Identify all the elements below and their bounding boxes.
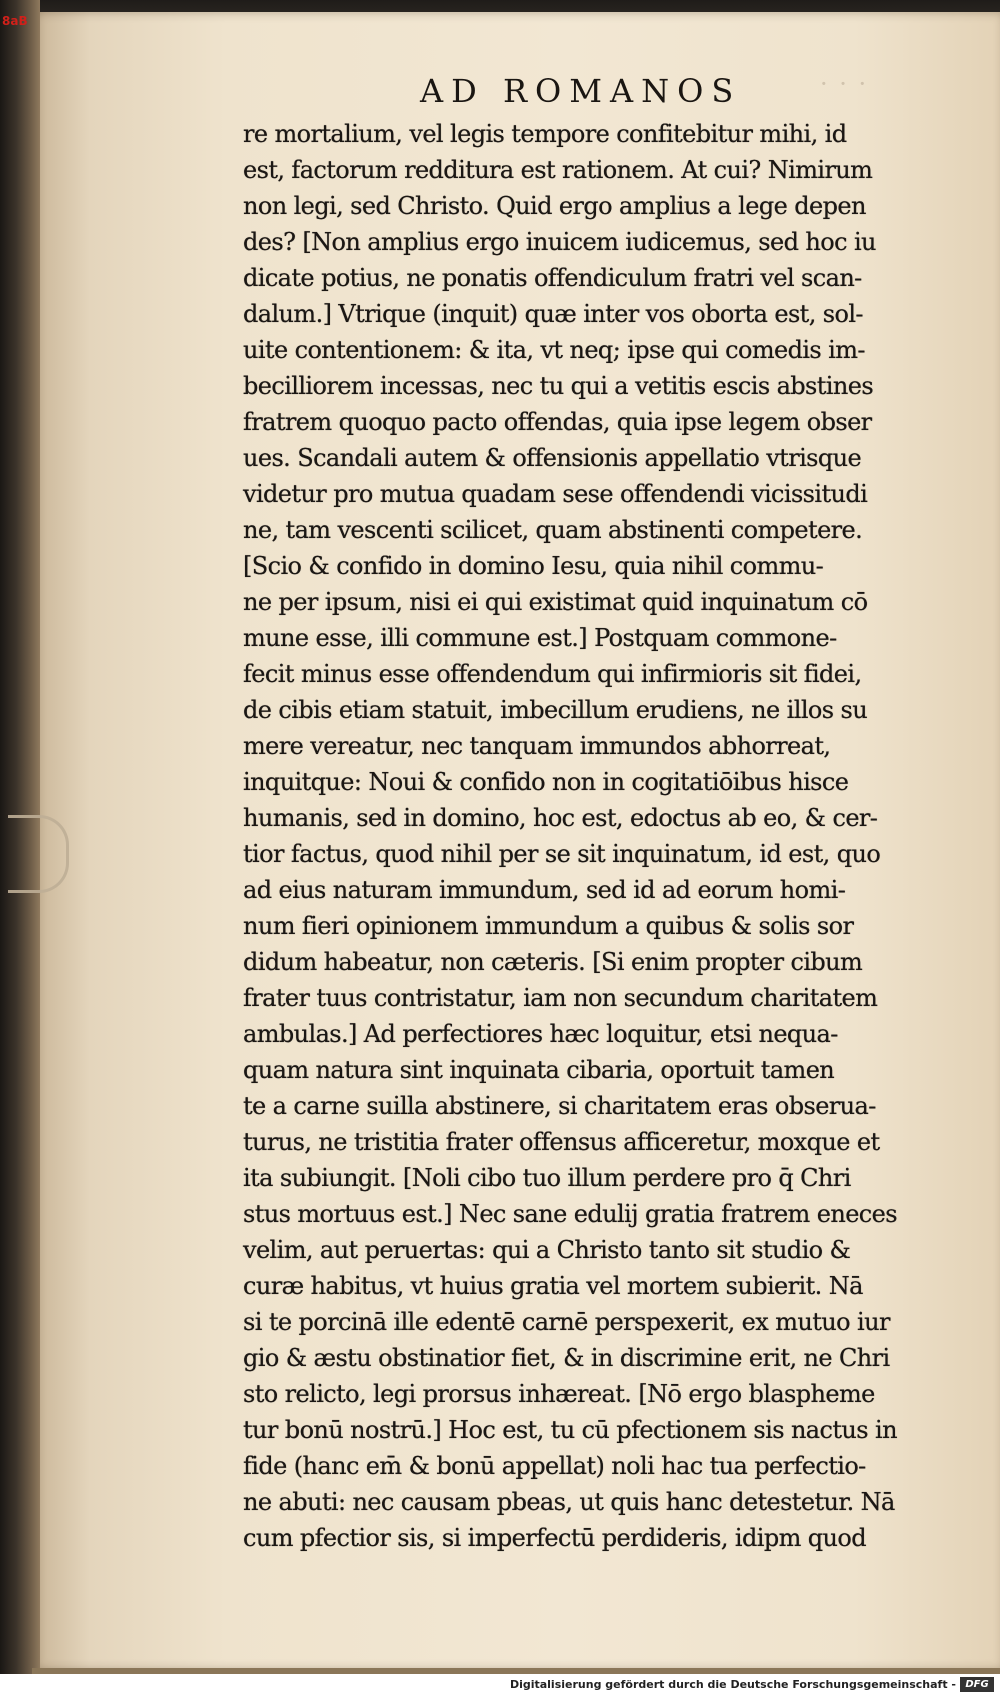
text-line: uite contentionem: & ita, vt neq; ipse qui comedis im- bbox=[243, 336, 865, 364]
text-line: ne per ipsum, nisi ei qui existimat quid inquinatum cō bbox=[243, 588, 868, 616]
sheet-signature-mark: 8aB bbox=[2, 14, 28, 28]
text-line: non legi, sed Christo. Quid ergo amplius a lege depen bbox=[243, 192, 866, 220]
text-line: ita subiungit. [Noli cibo tuo illum perdere pro q̄ Chri bbox=[243, 1164, 851, 1192]
text-line: te a carne suilla abstinere, si charitatem eras obserua- bbox=[243, 1092, 876, 1120]
text-line: quam natura sint inquinata cibaria, oportuit tamen bbox=[243, 1056, 835, 1084]
text-line: curæ habitus, vt huius gratia vel mortem subierit. Nā bbox=[243, 1272, 863, 1300]
text-line: frater tuus contristatur, iam non secundum charitatem bbox=[243, 984, 878, 1012]
text-line: fratrem quoquo pacto offendas, quia ipse legem obser bbox=[243, 408, 872, 436]
text-line: ne, tam vescenti scilicet, quam abstinenti competere. bbox=[243, 516, 863, 544]
text-line: tur bonū nostrū.] Hoc est, tu cū pfectionem sis nactus in bbox=[243, 1416, 897, 1444]
text-line: ne abuti: nec causam pbeas, ut quis hanc detestetur. Nā bbox=[243, 1488, 895, 1516]
text-line: num fieri opinionem immundum a quibus & solis sor bbox=[243, 912, 854, 940]
text-line: mune esse, illi commune est.] Postquam commone- bbox=[243, 624, 837, 652]
text-line: velim, aut peruertas: qui a Christo tanto sit studio & bbox=[243, 1236, 851, 1264]
running-heading: AD ROMANOS bbox=[420, 72, 742, 110]
digitization-credit: Digitalisierung gefördert durch die Deutsche Forschungsgemeinschaft - bbox=[509, 1678, 956, 1691]
text-line: videtur pro mutua quadam sese offendendi vicissitudi bbox=[243, 480, 868, 508]
text-line: sto relicto, legi prorsus inhæreat. [Nō ergo blaspheme bbox=[243, 1380, 875, 1408]
bleed-through-mark: · · · bbox=[820, 70, 869, 98]
text-line: humanis, sed in domino, hoc est, edoctus ab eo, & cer- bbox=[243, 804, 878, 832]
text-line: dalum.] Vtrique (inquit) quæ inter vos oborta est, sol- bbox=[243, 300, 863, 328]
dfg-logo: DFG bbox=[960, 1677, 994, 1692]
text-line: mere vereatur, nec tanquam immundos abhorreat, bbox=[243, 732, 831, 760]
text-line: ues. Scandali autem & offensionis appellatio vtrisque bbox=[243, 444, 862, 472]
text-line: tior factus, quod nihil per se sit inquinatum, id est, quo bbox=[243, 840, 881, 868]
text-line: ad eius naturam immundum, sed id ad eorum homi- bbox=[243, 876, 846, 904]
text-line: fide (hanc em̄ & bonū appellat) noli hac tua perfectio- bbox=[243, 1452, 866, 1480]
text-line: cum pfectior sis, si imperfectū perdideris, idipm quod bbox=[243, 1524, 867, 1552]
text-line: ambulas.] Ad perfectiores hæc loquitur, etsi nequa- bbox=[243, 1020, 838, 1048]
text-line: re mortalium, vel legis tempore confitebitur mihi, id bbox=[243, 120, 847, 148]
text-line: gio & æstu obstinatior fiet, & in discrimine erit, ne Chri bbox=[243, 1344, 890, 1372]
text-line: de cibis etiam statuit, imbecillum erudiens, ne illos su bbox=[243, 696, 868, 724]
text-line: didum habeatur, non cæteris. [Si enim propter cibum bbox=[243, 948, 863, 976]
paper-slip-loop bbox=[8, 815, 69, 893]
text-line: inquitque: Noui & confido non in cogitatiōibus hisce bbox=[243, 768, 849, 796]
text-line: becilliorem incessas, nec tu qui a vetitis escis abstines bbox=[243, 372, 874, 400]
text-line: turus, ne tristitia frater offensus afficeretur, moxque et bbox=[243, 1128, 880, 1156]
body-text bbox=[243, 116, 953, 1556]
text-line: [Scio & confido in domino Iesu, quia nihil commu- bbox=[243, 552, 824, 580]
text-line: des? [Non amplius ergo inuicem iudicemus, sed hoc iu bbox=[243, 228, 876, 256]
text-line: si te porcinā ille edentē carnē perspexerit, ex mutuo iur bbox=[243, 1308, 890, 1336]
text-line: stus mortuus est.] Nec sane edulij gratia fratrem eneces bbox=[243, 1200, 897, 1228]
text-line: est, factorum redditura est rationem. At cui? Nimirum bbox=[243, 156, 873, 184]
text-line: dicate potius, ne ponatis offendiculum fratri vel scan- bbox=[243, 264, 862, 292]
text-line: fecit minus esse offendendum qui infirmioris sit fidei, bbox=[243, 660, 862, 688]
